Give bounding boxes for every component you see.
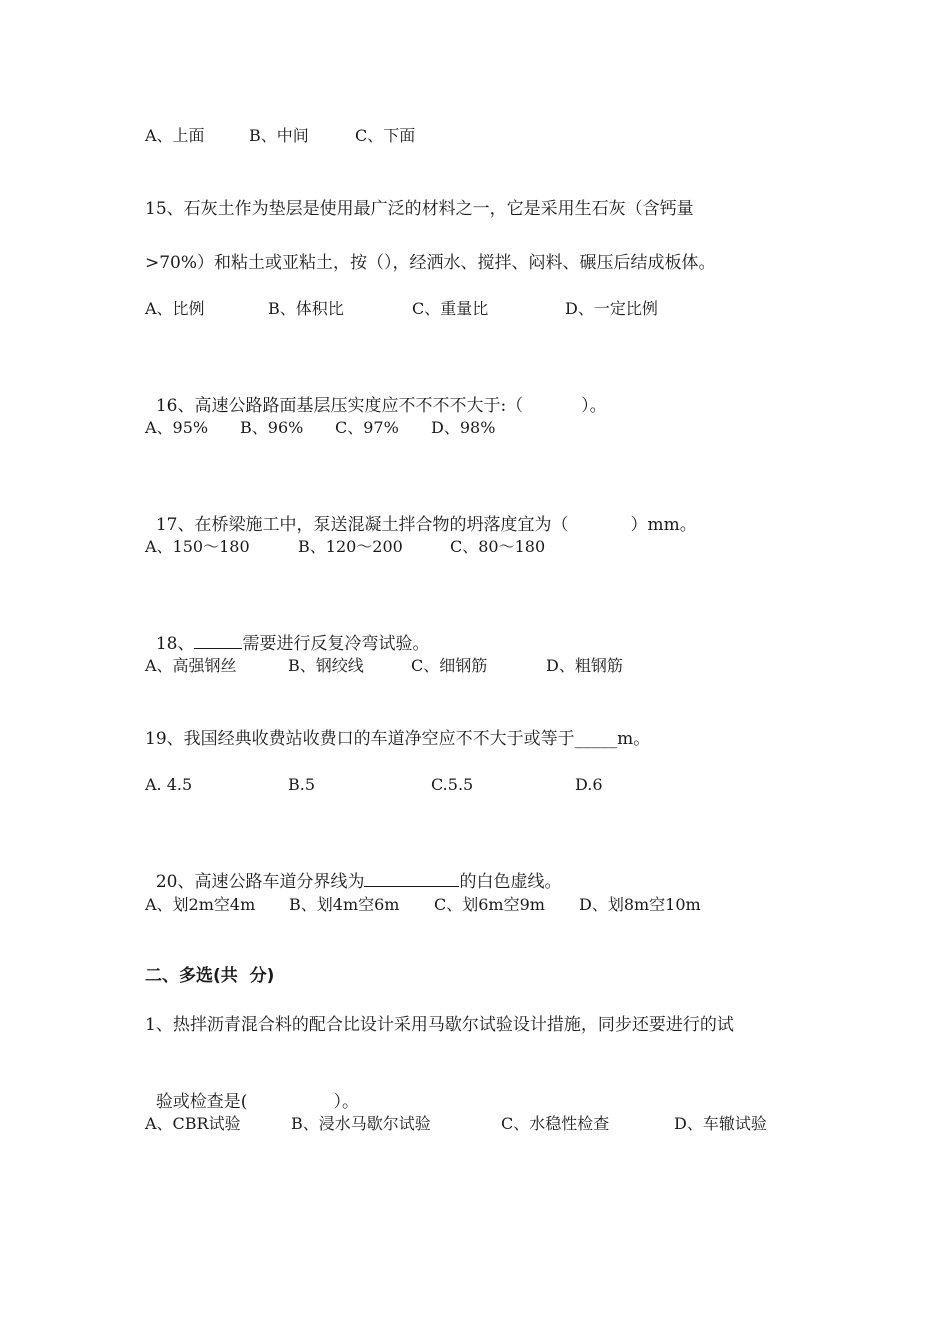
answer-blank[interactable] bbox=[194, 632, 242, 649]
option: A、CBR试验 bbox=[145, 1114, 241, 1133]
option: C、水稳性检查 bbox=[501, 1114, 610, 1133]
option: C、97% bbox=[335, 418, 399, 437]
option: C、重量比 bbox=[412, 299, 489, 318]
option: A、比例 bbox=[145, 299, 205, 318]
q17-text: 17、在桥梁施工中，泵送混凝土拌合物的坍落度宜为（ bbox=[155, 515, 569, 535]
option: D.6 bbox=[575, 775, 603, 794]
q16-text: 16、高速公路路面基层压实度应不不不不大于:（ bbox=[155, 396, 524, 416]
option: A、高强钢丝 bbox=[145, 656, 237, 675]
option: A. 4.5 bbox=[145, 775, 193, 794]
m1-line1: 1、热拌沥青混合料的配合比设计采用马歇尔试验设计措施，同步还要进行的试 bbox=[145, 1015, 734, 1035]
q17-stem bbox=[145, 489, 697, 537]
option: A、上面 bbox=[145, 126, 205, 145]
q15-line1: 15、石灰土作为垫层是使用最广泛的材料之一，它是采用生石灰（含钙量 bbox=[145, 199, 694, 219]
option: B、120～200 bbox=[298, 537, 403, 556]
option: D、一定比例 bbox=[565, 299, 658, 318]
option: D、车辙试验 bbox=[674, 1114, 767, 1133]
q15-line2: >70%）和粘土或亚粘土，按（），经洒水、搅拌、闷料、碾压后结成板体。 bbox=[145, 253, 716, 273]
option: C.5.5 bbox=[431, 775, 474, 794]
option: B、浸水马歇尔试验 bbox=[291, 1114, 431, 1133]
q20-prefix: 20、高速公路车道分界线为 bbox=[155, 872, 365, 892]
option: D、粗钢筋 bbox=[546, 656, 623, 675]
option: B、96% bbox=[240, 418, 304, 437]
q18-prefix: 18、 bbox=[155, 634, 195, 654]
option: B、划4m空6m bbox=[289, 895, 400, 914]
q19-stem: 19、我国经典收费站收费口的车道净空应不不大于或等于_____m。 bbox=[145, 729, 651, 749]
q16-end: ）。 bbox=[581, 396, 607, 416]
q17-end: ）mm。 bbox=[630, 515, 697, 535]
option: C、下面 bbox=[355, 126, 416, 145]
option: B、体积比 bbox=[268, 299, 344, 318]
option: A、95% bbox=[145, 418, 209, 437]
option: B、钢绞线 bbox=[288, 656, 364, 675]
answer-blank[interactable] bbox=[364, 870, 459, 887]
option: C、细钢筋 bbox=[411, 656, 488, 675]
option: A、划2m空4m bbox=[145, 895, 256, 914]
q18-text: 需要进行反复冷弯试验。 bbox=[242, 634, 430, 654]
section-heading: 二、多选(共 分) bbox=[145, 966, 275, 986]
q16-stem bbox=[145, 370, 607, 418]
option: D、划8m空10m bbox=[579, 895, 701, 914]
m1-options bbox=[145, 1112, 767, 1232]
option: B.5 bbox=[288, 775, 316, 794]
q20-stem bbox=[145, 846, 561, 894]
m1-end: ）。 bbox=[333, 1092, 359, 1112]
option: D、98% bbox=[431, 418, 496, 437]
option: C、划6m空9m bbox=[434, 895, 545, 914]
m1-line2 bbox=[145, 1066, 359, 1114]
q20-text: 的白色虚线。 bbox=[459, 872, 562, 892]
option: A、150～180 bbox=[145, 537, 250, 556]
m1-text: 验或检查是( bbox=[155, 1092, 248, 1112]
option: B、中间 bbox=[249, 126, 309, 145]
q18-stem bbox=[145, 608, 429, 656]
option: C、80～180 bbox=[450, 537, 546, 556]
